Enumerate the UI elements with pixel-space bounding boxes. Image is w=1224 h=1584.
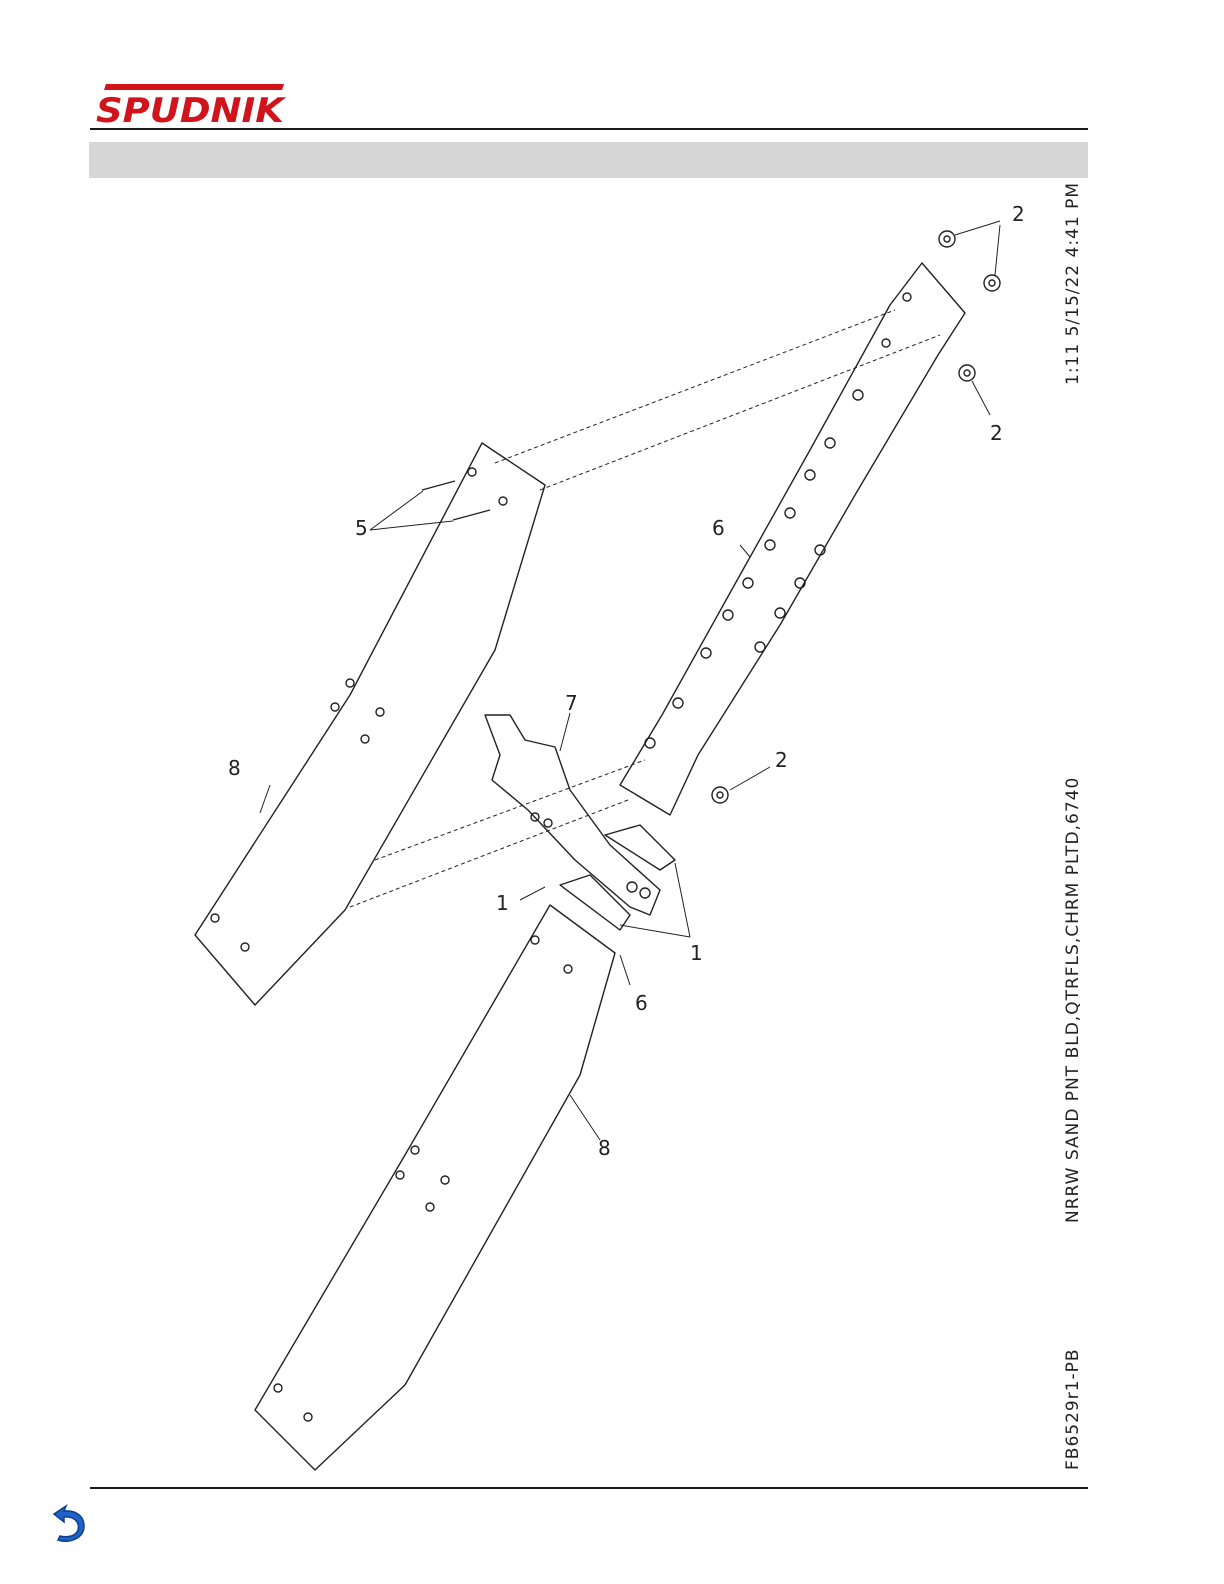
part-description-text: NRRW SAND PNT BLD,QTRFLS,CHRM PLTD,6740 (1063, 776, 1083, 1223)
callout-leaders (260, 221, 1000, 1140)
header-rule (90, 128, 1088, 130)
lower-blade-part (255, 905, 615, 1470)
scale-date-text: 1:11 5/15/22 4:41 PM (1063, 181, 1083, 385)
spudnik-logo (94, 82, 290, 126)
callout-6: 6 (635, 991, 648, 1015)
callout-6: 6 (712, 516, 725, 540)
bolt-parts (422, 481, 490, 520)
hinge-plates-part (560, 825, 675, 930)
callout-8: 8 (228, 756, 241, 780)
callout-7: 7 (565, 691, 578, 715)
drawing-id-text: FB6529r1-PB (1063, 1348, 1083, 1470)
washer-parts (712, 231, 1000, 803)
callout-1: 1 (496, 891, 509, 915)
assembly-lines (350, 310, 940, 907)
callout-2: 2 (775, 748, 788, 772)
title-band (89, 142, 1088, 178)
callout-5: 5 (355, 516, 368, 540)
callout-2: 2 (1012, 202, 1025, 226)
callout-8: 8 (598, 1136, 611, 1160)
parts-diagram (150, 195, 1080, 1485)
callout-1: 1 (690, 941, 703, 965)
upper-blade-part (195, 443, 545, 1005)
callout-2: 2 (990, 421, 1003, 445)
footer-rule (90, 1487, 1088, 1489)
svg-text:SPUDNIK: SPUDNIK (96, 91, 287, 126)
undo-arrow-icon[interactable] (50, 1492, 90, 1542)
mount-bracket-part (485, 715, 660, 915)
